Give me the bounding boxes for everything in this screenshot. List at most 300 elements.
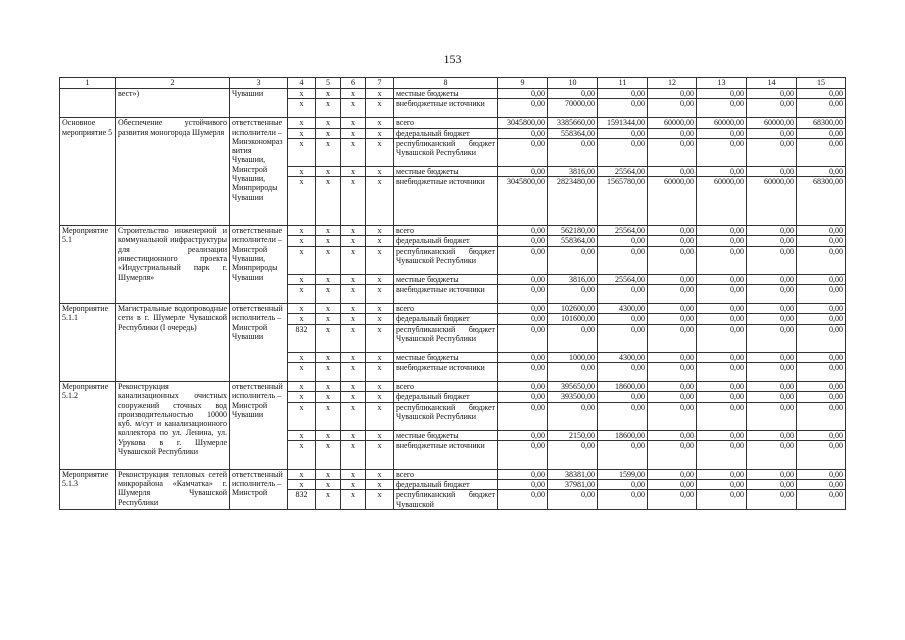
column-header-8: 8	[394, 78, 498, 89]
code-cell: х	[316, 285, 341, 304]
amount-cell: 0,00	[548, 138, 598, 166]
amount-cell: 3816,00	[548, 166, 598, 176]
amount-cell: 0,00	[697, 166, 747, 176]
code-cell: х	[366, 304, 394, 314]
code-cell: х	[288, 236, 316, 246]
code-cell: х	[316, 226, 341, 236]
amount-cell: 0,00	[598, 246, 648, 274]
amount-cell: 0,00	[797, 440, 846, 469]
funding-source-cell: федеральный бюджет	[394, 128, 498, 138]
amount-cell: 0,00	[697, 285, 747, 304]
funding-source-cell: федеральный бюджет	[394, 236, 498, 246]
funding-source-cell: федеральный бюджет	[394, 392, 498, 402]
code-cell: х	[341, 304, 366, 314]
amount-cell: 0,00	[747, 324, 797, 352]
amount-cell: 0,00	[498, 274, 548, 284]
amount-cell: 0,00	[747, 362, 797, 381]
funding-source-cell: федеральный бюджет	[394, 480, 498, 490]
amount-cell: 0,00	[697, 274, 747, 284]
code-cell: х	[288, 246, 316, 274]
code-cell: х	[316, 138, 341, 166]
amount-cell: 0,00	[697, 138, 747, 166]
amount-cell: 0,00	[797, 128, 846, 138]
amount-cell: 0,00	[648, 381, 697, 391]
column-header-7: 7	[366, 78, 394, 89]
amount-cell: 0,00	[548, 89, 598, 99]
column-header-13: 13	[697, 78, 747, 89]
table-row	[60, 381, 846, 391]
amount-cell: 0,00	[648, 362, 697, 381]
amount-cell: 0,00	[797, 362, 846, 381]
amount-cell: 1565780,00	[598, 177, 648, 226]
amount-cell: 0,00	[548, 440, 598, 469]
amount-cell: 0,00	[747, 430, 797, 440]
code-cell: х	[288, 392, 316, 402]
amount-cell: 0,00	[648, 430, 697, 440]
amount-cell: 0,00	[598, 128, 648, 138]
amount-cell: 0,00	[697, 236, 747, 246]
code-cell: х	[288, 362, 316, 381]
code-cell: х	[341, 274, 366, 284]
amount-cell: 37981,00	[548, 480, 598, 490]
code-cell: х	[288, 480, 316, 490]
amount-cell: 0,00	[697, 480, 747, 490]
amount-cell: 2150,00	[548, 430, 598, 440]
amount-cell: 0,00	[797, 469, 846, 479]
amount-cell: 25564,00	[598, 274, 648, 284]
amount-cell: 0,00	[797, 314, 846, 324]
code-cell: х	[341, 469, 366, 479]
amount-cell: 0,00	[498, 89, 548, 99]
code-cell: х	[366, 430, 394, 440]
code-cell: х	[341, 314, 366, 324]
amount-cell: 0,00	[747, 469, 797, 479]
amount-cell: 0,00	[697, 324, 747, 352]
code-cell: х	[366, 177, 394, 226]
amount-cell: 0,00	[648, 166, 697, 176]
code-cell: х	[366, 480, 394, 490]
amount-cell: 0,00	[498, 99, 548, 118]
funding-source-cell: республиканский бюджет Чувашской Республики	[394, 324, 498, 352]
amount-cell: 0,00	[498, 440, 548, 469]
amount-cell: 558364,00	[548, 236, 598, 246]
amount-cell: 101600,00	[548, 314, 598, 324]
code-cell: х	[366, 138, 394, 166]
code-cell: х	[366, 392, 394, 402]
code-cell: х	[366, 226, 394, 236]
code-cell: х	[341, 166, 366, 176]
amount-cell: 0,00	[747, 166, 797, 176]
amount-cell: 18600,00	[598, 381, 648, 391]
code-cell: х	[288, 352, 316, 362]
code-cell: х	[366, 166, 394, 176]
amount-cell: 0,00	[797, 274, 846, 284]
amount-cell: 0,00	[648, 440, 697, 469]
amount-cell: 0,00	[697, 440, 747, 469]
amount-cell: 0,00	[697, 226, 747, 236]
code-cell: х	[341, 381, 366, 391]
code-cell: х	[316, 166, 341, 176]
code-cell: х	[316, 430, 341, 440]
amount-cell: 0,00	[797, 138, 846, 166]
amount-cell: 0,00	[747, 246, 797, 274]
code-cell: х	[366, 362, 394, 381]
amount-cell: 0,00	[498, 480, 548, 490]
amount-cell: 0,00	[598, 490, 648, 510]
activity-name-cell: Реконструкция тепловых сетей микрорайона «Камчатка» г. Шумерля Чувашской Республики	[116, 469, 230, 510]
amount-cell: 0,00	[598, 480, 648, 490]
column-header-14: 14	[747, 78, 797, 89]
code-cell: х	[366, 236, 394, 246]
table-row	[60, 469, 846, 479]
header-row	[60, 78, 846, 89]
amount-cell: 0,00	[697, 381, 747, 391]
amount-cell: 0,00	[747, 402, 797, 430]
code-cell: х	[288, 381, 316, 391]
amount-cell: 0,00	[797, 89, 846, 99]
amount-cell: 0,00	[747, 392, 797, 402]
code-cell: х	[366, 128, 394, 138]
amount-cell: 0,00	[648, 128, 697, 138]
amount-cell: 558364,00	[548, 128, 598, 138]
code-cell: х	[288, 118, 316, 128]
code-cell: х	[366, 118, 394, 128]
amount-cell: 0,00	[697, 430, 747, 440]
amount-cell: 0,00	[747, 314, 797, 324]
code-cell: х	[288, 89, 316, 99]
code-cell: х	[366, 89, 394, 99]
amount-cell: 3045800,00	[498, 177, 548, 226]
funding-source-cell: внебюджетные источники	[394, 99, 498, 118]
amount-cell: 0,00	[598, 324, 648, 352]
amount-cell: 0,00	[747, 352, 797, 362]
code-cell: х	[341, 138, 366, 166]
funding-source-cell: всего	[394, 469, 498, 479]
activity-name-cell: вест»)	[116, 89, 230, 118]
amount-cell: 3816,00	[548, 274, 598, 284]
code-cell: х	[341, 246, 366, 274]
amount-cell: 0,00	[498, 246, 548, 274]
amount-cell: 0,00	[498, 430, 548, 440]
funding-source-cell: местные бюджеты	[394, 274, 498, 284]
code-cell: х	[288, 304, 316, 314]
amount-cell: 0,00	[648, 274, 697, 284]
amount-cell: 0,00	[747, 274, 797, 284]
code-cell: х	[316, 246, 341, 274]
amount-cell: 0,00	[697, 402, 747, 430]
amount-cell: 60000,00	[747, 177, 797, 226]
funding-source-cell: всего	[394, 226, 498, 236]
amount-cell: 25564,00	[598, 226, 648, 236]
amount-cell: 0,00	[498, 324, 548, 352]
amount-cell: 0,00	[697, 469, 747, 479]
activity-name-cell: Реконструкция канализационных очистных сооружений сточных вод производительностью 10000 куб. м/сут и канализационного коллектора по ул. Ленина, ул. Урукова в г. Шумерле Чувашской Республики	[116, 381, 230, 469]
amount-cell: 0,00	[797, 304, 846, 314]
funding-source-cell: местные бюджеты	[394, 430, 498, 440]
amount-cell: 1000,00	[548, 352, 598, 362]
amount-cell: 4300,00	[598, 352, 648, 362]
amount-cell: 395650,00	[548, 381, 598, 391]
amount-cell: 3385660,00	[548, 118, 598, 128]
column-header-5: 5	[316, 78, 341, 89]
amount-cell: 0,00	[697, 314, 747, 324]
code-cell: х	[316, 177, 341, 226]
code-cell: х	[316, 440, 341, 469]
amount-cell: 0,00	[747, 304, 797, 314]
code-cell: х	[288, 128, 316, 138]
code-cell: х	[366, 440, 394, 469]
amount-cell: 0,00	[747, 480, 797, 490]
amount-cell: 0,00	[648, 89, 697, 99]
amount-cell: 0,00	[548, 402, 598, 430]
amount-cell: 0,00	[697, 89, 747, 99]
amount-cell: 0,00	[648, 352, 697, 362]
code-cell: х	[341, 99, 366, 118]
column-header-10: 10	[548, 78, 598, 89]
code-cell: х	[316, 304, 341, 314]
column-header-15: 15	[797, 78, 846, 89]
code-cell: х	[341, 118, 366, 128]
code-cell: х	[341, 402, 366, 430]
code-cell: х	[288, 99, 316, 118]
amount-cell: 2823480,00	[548, 177, 598, 226]
code-cell: х	[316, 352, 341, 362]
executor-cell: ответственные исполнители – Минстрой Чувашии, Минприроды Чувашии	[230, 226, 288, 304]
code-cell: х	[341, 480, 366, 490]
amount-cell: 1591344,00	[598, 118, 648, 128]
code-cell: х	[288, 226, 316, 236]
amount-cell: 0,00	[498, 138, 548, 166]
amount-cell: 3045800,00	[498, 118, 548, 128]
amount-cell: 0,00	[747, 128, 797, 138]
amount-cell: 0,00	[797, 166, 846, 176]
amount-cell: 0,00	[498, 402, 548, 430]
code-cell: х	[366, 246, 394, 274]
code-cell: х	[341, 177, 366, 226]
amount-cell: 0,00	[498, 392, 548, 402]
amount-cell: 0,00	[498, 226, 548, 236]
column-header-2: 2	[116, 78, 230, 89]
code-cell: х	[316, 480, 341, 490]
amount-cell: 393500,00	[548, 392, 598, 402]
amount-cell: 0,00	[648, 138, 697, 166]
amount-cell: 0,00	[747, 490, 797, 510]
funding-source-cell: республиканский бюджет Чувашской	[394, 490, 498, 510]
amount-cell: 70000,00	[548, 99, 598, 118]
amount-cell: 0,00	[498, 314, 548, 324]
funding-source-cell: всего	[394, 381, 498, 391]
code-cell: х	[288, 274, 316, 284]
funding-source-cell: местные бюджеты	[394, 166, 498, 176]
amount-cell: 0,00	[648, 246, 697, 274]
amount-cell: 18600,00	[598, 430, 648, 440]
code-cell: х	[341, 490, 366, 510]
code-cell: х	[316, 314, 341, 324]
code-cell: х	[316, 99, 341, 118]
amount-cell: 0,00	[598, 402, 648, 430]
code-cell: х	[366, 490, 394, 510]
executor-cell: Чувашии	[230, 89, 288, 118]
code-cell: х	[341, 128, 366, 138]
code-cell: х	[366, 402, 394, 430]
amount-cell: 0,00	[797, 324, 846, 352]
code-cell: х	[316, 402, 341, 430]
amount-cell: 0,00	[548, 490, 598, 510]
code-cell: х	[341, 440, 366, 469]
amount-cell: 0,00	[498, 166, 548, 176]
amount-cell: 0,00	[598, 285, 648, 304]
funding-source-cell: республиканский бюджет Чувашской Республики	[394, 138, 498, 166]
code-cell: х	[341, 89, 366, 99]
table-row	[60, 89, 846, 99]
amount-cell: 0,00	[797, 246, 846, 274]
amount-cell: 0,00	[598, 362, 648, 381]
code-cell: х	[366, 274, 394, 284]
amount-cell: 0,00	[598, 138, 648, 166]
activity-cell: Мероприятие 5.1	[60, 226, 116, 304]
code-cell: х	[341, 392, 366, 402]
amount-cell: 0,00	[797, 236, 846, 246]
code-cell: х	[288, 402, 316, 430]
amount-cell: 0,00	[648, 285, 697, 304]
funding-source-cell: внебюджетные источники	[394, 362, 498, 381]
code-cell: х	[366, 285, 394, 304]
amount-cell: 0,00	[697, 362, 747, 381]
code-cell: х	[316, 362, 341, 381]
amount-cell: 0,00	[797, 402, 846, 430]
column-header-4: 4	[288, 78, 316, 89]
amount-cell: 0,00	[598, 440, 648, 469]
code-cell: х	[288, 177, 316, 226]
amount-cell: 0,00	[697, 392, 747, 402]
amount-cell: 0,00	[797, 381, 846, 391]
amount-cell: 38381,00	[548, 469, 598, 479]
amount-cell: 0,00	[648, 480, 697, 490]
amount-cell: 68300,00	[797, 177, 846, 226]
funding-source-cell: местные бюджеты	[394, 89, 498, 99]
amount-cell: 68300,00	[797, 118, 846, 128]
funding-source-cell: всего	[394, 118, 498, 128]
amount-cell: 0,00	[648, 304, 697, 314]
amount-cell: 0,00	[548, 362, 598, 381]
executor-cell: ответственный исполнитель – Минстрой Чувашии	[230, 304, 288, 382]
amount-cell: 0,00	[498, 469, 548, 479]
amount-cell: 0,00	[598, 89, 648, 99]
amount-cell: 0,00	[797, 392, 846, 402]
amount-cell: 0,00	[598, 314, 648, 324]
activity-cell: Мероприятие 5.1.1	[60, 304, 116, 382]
amount-cell: 0,00	[697, 99, 747, 118]
code-cell: х	[366, 99, 394, 118]
amount-cell: 0,00	[598, 236, 648, 246]
amount-cell: 0,00	[747, 440, 797, 469]
code-cell: х	[316, 490, 341, 510]
code-cell: х	[341, 430, 366, 440]
amount-cell: 0,00	[498, 362, 548, 381]
table-row	[60, 118, 846, 128]
code-cell: х	[316, 89, 341, 99]
column-header-6: 6	[341, 78, 366, 89]
amount-cell: 0,00	[648, 99, 697, 118]
amount-cell: 0,00	[648, 469, 697, 479]
code-cell: х	[288, 285, 316, 304]
activity-name-cell: Магистральные водопроводные сети в г. Шумерле Чувашской Республики (I очередь)	[116, 304, 230, 382]
amount-cell: 0,00	[648, 314, 697, 324]
code-cell: х	[288, 166, 316, 176]
funding-source-cell: внебюджетные источники	[394, 440, 498, 469]
code-cell: х	[316, 236, 341, 246]
amount-cell: 4300,00	[598, 304, 648, 314]
funding-source-cell: внебюджетные источники	[394, 285, 498, 304]
code-cell: х	[316, 392, 341, 402]
amount-cell: 0,00	[797, 430, 846, 440]
budget-table	[59, 77, 846, 510]
funding-source-cell: местные бюджеты	[394, 352, 498, 362]
amount-cell: 60000,00	[697, 118, 747, 128]
amount-cell: 0,00	[648, 226, 697, 236]
amount-cell: 0,00	[797, 352, 846, 362]
code-cell: х	[288, 469, 316, 479]
table-row	[60, 304, 846, 314]
funding-source-cell: всего	[394, 304, 498, 314]
amount-cell: 562180,00	[548, 226, 598, 236]
code-cell: х	[341, 362, 366, 381]
amount-cell: 0,00	[797, 99, 846, 118]
amount-cell: 0,00	[747, 381, 797, 391]
amount-cell: 0,00	[498, 352, 548, 362]
amount-cell: 60000,00	[697, 177, 747, 226]
column-header-3: 3	[230, 78, 288, 89]
code-cell: х	[288, 138, 316, 166]
amount-cell: 0,00	[598, 99, 648, 118]
code-cell: х	[366, 352, 394, 362]
amount-cell: 0,00	[697, 304, 747, 314]
funding-source-cell: республиканский бюджет Чувашской Республики	[394, 402, 498, 430]
code-cell: х	[316, 324, 341, 352]
amount-cell: 0,00	[548, 246, 598, 274]
amount-cell: 0,00	[747, 285, 797, 304]
amount-cell: 102600,00	[548, 304, 598, 314]
amount-cell: 0,00	[697, 490, 747, 510]
amount-cell: 0,00	[598, 392, 648, 402]
amount-cell: 0,00	[747, 226, 797, 236]
activity-cell	[60, 89, 116, 118]
code-cell: х	[366, 314, 394, 324]
executor-cell: ответственные исполнители – Минэкономразвития Чувашии, Минстрой Чувашии, Минприроды Чувашии	[230, 118, 288, 226]
code-cell: х	[341, 226, 366, 236]
amount-cell: 0,00	[797, 490, 846, 510]
code-cell: 832	[288, 490, 316, 510]
code-cell: х	[316, 469, 341, 479]
funding-source-cell: федеральный бюджет	[394, 314, 498, 324]
code-cell: х	[316, 118, 341, 128]
amount-cell: 60000,00	[648, 118, 697, 128]
amount-cell: 0,00	[548, 285, 598, 304]
amount-cell: 0,00	[648, 490, 697, 510]
amount-cell: 0,00	[697, 352, 747, 362]
executor-cell: ответственный исполнитель – Минстрой Чувашии	[230, 381, 288, 469]
activity-cell: Мероприятие 5.1.2	[60, 381, 116, 469]
code-cell: х	[366, 469, 394, 479]
amount-cell: 0,00	[797, 285, 846, 304]
activity-cell: Мероприятие 5.1.3	[60, 469, 116, 510]
activity-name-cell: Строительство инженерной и коммунальной инфраструктуры для реализации инвестиционного проекта «Индустриальный парк г. Шумерля»	[116, 226, 230, 304]
amount-cell: 0,00	[747, 236, 797, 246]
amount-cell: 0,00	[498, 128, 548, 138]
amount-cell: 0,00	[548, 324, 598, 352]
code-cell: х	[288, 440, 316, 469]
executor-cell: ответственный исполнитель – Минстрой	[230, 469, 288, 510]
